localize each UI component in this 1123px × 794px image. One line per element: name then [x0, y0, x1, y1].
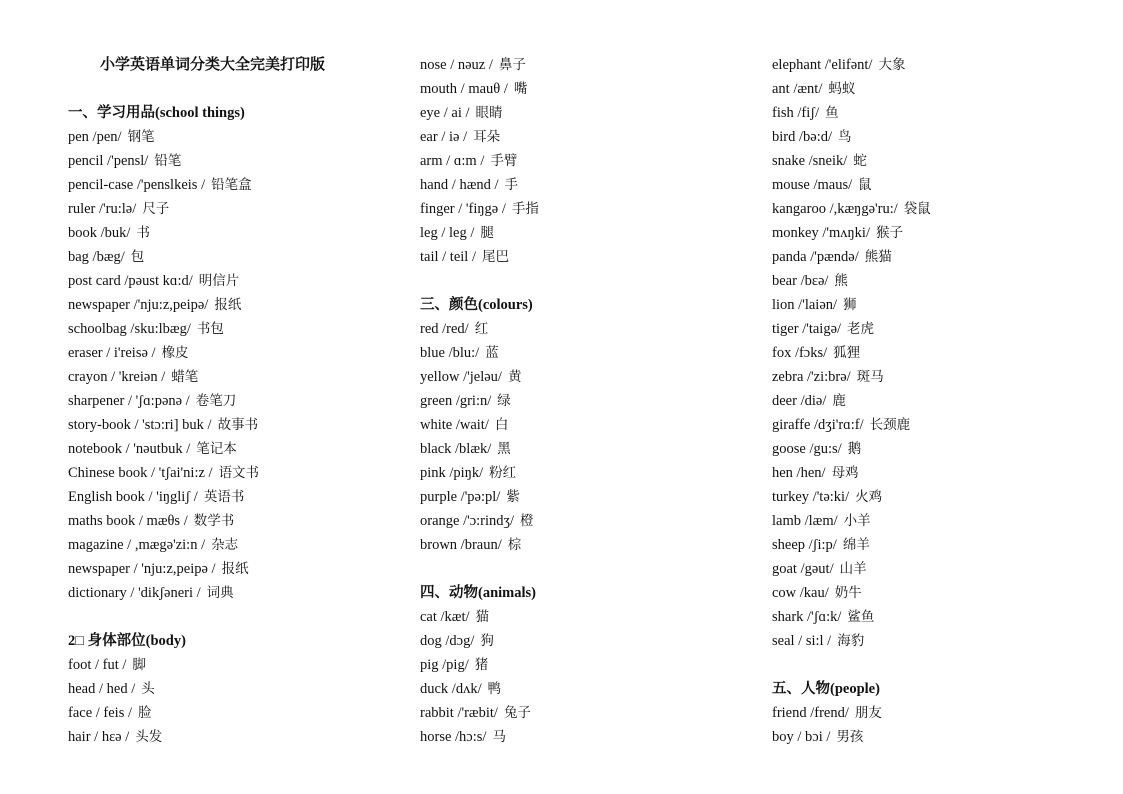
vocab-entry: [772, 269, 1102, 293]
spacer: [420, 557, 750, 581]
vocab-entry: [68, 173, 398, 197]
chinese-meaning: 男孩: [836, 729, 864, 745]
chinese-meaning: 铅笔: [154, 153, 182, 169]
chinese-meaning: 报纸: [214, 297, 242, 313]
english-word: brown /braun/: [420, 537, 502, 553]
vocab-entry: [68, 653, 398, 677]
chinese-meaning: 大象: [878, 57, 906, 73]
english-word: ruler /'ru:lə/: [68, 201, 137, 217]
column-2: [420, 53, 750, 749]
spacer: [772, 653, 1102, 677]
english-word: cow /kau/: [772, 585, 829, 601]
english-word: leg / leg /: [420, 225, 475, 241]
chinese-meaning: 鸭: [487, 681, 502, 697]
chinese-meaning: 粉红: [489, 465, 517, 481]
vocab-entry: [68, 725, 398, 749]
english-word: schoolbag /sku:lbæg/: [68, 321, 191, 337]
chinese-meaning: 马: [492, 729, 506, 745]
vocab-entry: [420, 365, 750, 389]
english-word: notebook / 'nəutbuk /: [68, 441, 191, 457]
chinese-meaning: 词典: [206, 585, 234, 601]
chinese-meaning: 袋鼠: [903, 201, 931, 217]
english-word: pencil /'pensl/: [68, 153, 149, 169]
chinese-meaning: 书包: [196, 321, 224, 337]
english-word: hand / hænd /: [420, 177, 499, 193]
vocab-entry: [420, 437, 750, 461]
english-word: turkey /'tə:ki/: [772, 489, 850, 505]
vocab-entry: [68, 533, 398, 557]
chinese-meaning: 棕: [507, 537, 522, 553]
vocab-entry: [420, 389, 750, 413]
chinese-meaning: 鼻子: [498, 57, 526, 73]
chinese-meaning: 兔子: [503, 705, 531, 721]
english-word: book /buk/: [68, 225, 131, 241]
vocab-entry: [68, 125, 398, 149]
english-word: fish /fiʃ/: [772, 105, 820, 121]
chinese-meaning: 熊: [834, 273, 848, 289]
english-word: black /blæk/: [420, 441, 492, 457]
vocab-entry: [772, 485, 1102, 509]
chinese-meaning: 蚂蚁: [828, 81, 856, 97]
vocab-entry: [772, 461, 1102, 485]
chinese-meaning: 手指: [511, 201, 539, 217]
chinese-meaning: 蓝: [485, 345, 499, 361]
column-1: [68, 53, 398, 749]
vocab-entry: [68, 293, 398, 317]
chinese-meaning: 斑马: [856, 369, 884, 385]
chinese-meaning: 猪: [474, 657, 489, 673]
english-word: sheep /ʃi:p/: [772, 537, 837, 553]
chinese-meaning: 卷笔刀: [195, 393, 237, 409]
english-word: white /wait/: [420, 417, 489, 433]
vocab-entry: [420, 317, 750, 341]
chinese-meaning: 鱼: [825, 105, 839, 121]
chinese-meaning: 嘴: [513, 81, 528, 97]
vocab-entry: [420, 413, 750, 437]
chinese-meaning: 头: [141, 681, 155, 697]
vocab-entry: [772, 173, 1102, 197]
chinese-meaning: 尺子: [142, 201, 170, 217]
chinese-meaning: 绿: [497, 393, 511, 409]
english-word: sharpener / 'ʃɑ:pənə /: [68, 393, 190, 409]
english-word: nose / nəuz /: [420, 57, 493, 73]
vocab-entry: [68, 581, 398, 605]
english-word: goose /gu:s/: [772, 441, 842, 457]
vocab-entry: [772, 101, 1102, 125]
english-word: rabbit /'ræbit/: [420, 705, 498, 721]
english-word: bear /bɛə/: [772, 273, 829, 289]
english-word: snake /sneik/: [772, 153, 848, 169]
english-word: purple /'pə:pl/: [420, 489, 501, 505]
english-word: post card /pəust kɑ:d/: [68, 273, 193, 289]
chinese-meaning: 书: [136, 225, 150, 241]
chinese-meaning: 熊猫: [864, 249, 892, 265]
vocab-entry: [68, 413, 398, 437]
vocab-entry: [420, 629, 750, 653]
vocab-entry: [420, 725, 750, 749]
english-word: Chinese book / 'tʃai'ni:z /: [68, 465, 213, 481]
vocab-entry: [772, 149, 1102, 173]
english-word: duck /dʌk/: [420, 681, 482, 697]
english-word: hen /hen/: [772, 465, 826, 481]
vocab-entry: [772, 221, 1102, 245]
vocab-entry: [772, 365, 1102, 389]
vocab-entry: [772, 341, 1102, 365]
chinese-meaning: 鸟: [838, 129, 852, 145]
chinese-meaning: 明信片: [198, 273, 240, 289]
english-word: giraffe /dʒi'rɑ:f/: [772, 417, 864, 433]
english-word: panda /'pændə/: [772, 249, 859, 265]
english-word: zebra /'zi:brə/: [772, 369, 851, 385]
chinese-meaning: 朋友: [854, 705, 882, 721]
vocab-entry: [772, 725, 1102, 749]
chinese-meaning: 包: [130, 249, 145, 265]
vocab-entry: [68, 221, 398, 245]
vocab-entry: [772, 413, 1102, 437]
chinese-meaning: 耳朵: [473, 129, 501, 145]
english-word: shark /'ʃɑ:k/: [772, 609, 842, 625]
vocab-entry: [772, 77, 1102, 101]
vocab-entry: [420, 653, 750, 677]
vocab-entry: [772, 293, 1102, 317]
vocab-entry: [772, 197, 1102, 221]
english-word: bird /bə:d/: [772, 129, 833, 145]
vocab-entry: [68, 365, 398, 389]
vocab-entry: [68, 389, 398, 413]
vocab-entry: [772, 509, 1102, 533]
vocab-entry: [68, 485, 398, 509]
english-word: dog /dɔg/: [420, 633, 475, 649]
vocab-entry: [772, 125, 1102, 149]
chinese-meaning: 绵羊: [842, 537, 870, 553]
chinese-meaning: 海豹: [837, 633, 865, 649]
chinese-meaning: 狐狸: [833, 345, 861, 361]
vocab-entry: [772, 605, 1102, 629]
chinese-meaning: 蛇: [853, 153, 867, 169]
english-word: friend /frend/: [772, 705, 849, 721]
vocab-entry: [420, 221, 750, 245]
english-word: hair / hɛə /: [68, 729, 130, 745]
vocab-entry: [420, 605, 750, 629]
english-word: maths book / mæθs /: [68, 513, 188, 529]
vocab-entry: [420, 485, 750, 509]
english-word: English book / 'iŋgliʃ /: [68, 489, 198, 505]
english-word: finger / 'fiŋgə /: [420, 201, 506, 217]
english-word: pen /pen/: [68, 129, 122, 145]
english-word: newspaper /'nju:z,peipə/: [68, 297, 209, 313]
english-word: eraser / i'reisə /: [68, 345, 156, 361]
chinese-meaning: 脚: [132, 657, 146, 673]
vocab-entry: [68, 197, 398, 221]
english-word: lion /'laiən/: [772, 297, 838, 313]
chinese-meaning: 黑: [497, 441, 511, 457]
vocab-entry: [68, 509, 398, 533]
chinese-meaning: 母鸡: [831, 465, 859, 481]
chinese-meaning: 长颈鹿: [869, 417, 911, 433]
english-word: tail / teil /: [420, 249, 476, 265]
english-word: newspaper / 'nju:z,peipə /: [68, 561, 216, 577]
chinese-meaning: 腿: [480, 225, 494, 241]
vocab-entry: [772, 701, 1102, 725]
vocab-entry: [420, 149, 750, 173]
column-3: [772, 53, 1102, 749]
english-word: pink /piŋk/: [420, 465, 484, 481]
chinese-meaning: 尾巴: [481, 249, 509, 265]
vocab-entry: [420, 677, 750, 701]
vocab-entry: [420, 245, 750, 269]
section-heading: 一、学习用品(school things): [68, 105, 245, 121]
vocab-entry: [420, 53, 750, 77]
vocab-entry: [68, 701, 398, 725]
english-word: dictionary / 'dikʃəneri /: [68, 585, 201, 601]
vocab-entry: [68, 341, 398, 365]
english-word: red /red/: [420, 321, 469, 337]
english-word: story-book / 'stɔ:ri] buk /: [68, 417, 212, 433]
english-word: boy / bɔi /: [772, 729, 831, 745]
chinese-meaning: 杂志: [211, 537, 239, 553]
english-word: orange /'ɔ:rindʒ/: [420, 513, 515, 529]
section-heading: 三、颜色(colours): [420, 297, 533, 313]
vocab-entry: [772, 581, 1102, 605]
chinese-meaning: 橡皮: [161, 345, 189, 361]
section-heading: 2□ 身体部位(body): [68, 633, 186, 649]
spacer: [68, 77, 398, 101]
english-word: ant /ænt/: [772, 81, 823, 97]
chinese-meaning: 红: [474, 321, 489, 337]
chinese-meaning: 鹅: [847, 441, 862, 457]
page-title: 小学英语单词分类大全完美打印版: [100, 57, 326, 73]
vocab-entry: [772, 629, 1102, 653]
english-word: pencil-case /'penslkeis /: [68, 177, 206, 193]
vocab-entry: [772, 53, 1102, 77]
english-word: blue /blu:/: [420, 345, 480, 361]
vocab-entry: [68, 149, 398, 173]
english-word: magazine / ,mægə'zi:n /: [68, 537, 206, 553]
english-word: ear / iə /: [420, 129, 468, 145]
chinese-meaning: 鼠: [858, 177, 872, 193]
vocab-entry: [420, 101, 750, 125]
chinese-meaning: 老虎: [847, 321, 875, 337]
vocab-entry: [68, 437, 398, 461]
chinese-meaning: 鹿: [832, 393, 846, 409]
english-word: bag /bæg/: [68, 249, 125, 265]
english-word: face / feis /: [68, 705, 133, 721]
vocab-entry: [420, 125, 750, 149]
section-heading: 四、动物(animals): [420, 585, 536, 601]
chinese-meaning: 猴子: [876, 225, 903, 241]
vocab-entry: [68, 245, 398, 269]
chinese-meaning: 故事书: [217, 417, 259, 433]
spacer: [68, 605, 398, 629]
english-word: seal / si:l /: [772, 633, 832, 649]
chinese-meaning: 猫: [475, 609, 490, 625]
english-word: yellow /'jeləu/: [420, 369, 502, 385]
chinese-meaning: 数学书: [193, 513, 235, 529]
english-word: mouth / mauθ /: [420, 81, 508, 97]
chinese-meaning: 头发: [135, 729, 163, 745]
chinese-meaning: 火鸡: [855, 489, 883, 505]
vocab-entry: [772, 245, 1102, 269]
chinese-meaning: 笔记本: [196, 441, 237, 457]
vocab-entry: [420, 533, 750, 557]
chinese-meaning: 白: [494, 417, 509, 433]
chinese-meaning: 钢笔: [127, 129, 155, 145]
english-word: fox /fɔks/: [772, 345, 828, 361]
vocab-entry: [68, 557, 398, 581]
chinese-meaning: 眼睛: [475, 105, 503, 121]
vocab-entry: [420, 173, 750, 197]
english-word: tiger /'taigə/: [772, 321, 842, 337]
vocab-entry: [420, 509, 750, 533]
chinese-meaning: 奶牛: [834, 585, 862, 601]
section-heading: 五、人物(people): [772, 681, 880, 697]
english-word: foot / fut /: [68, 657, 127, 673]
chinese-meaning: 鲨鱼: [847, 609, 875, 625]
english-word: monkey /'mʌŋki/: [772, 225, 870, 241]
vocab-entry: [772, 557, 1102, 581]
chinese-meaning: 铅笔盒: [211, 177, 252, 193]
english-word: crayon / 'kreiən /: [68, 369, 166, 385]
chinese-meaning: 蜡笔: [171, 369, 199, 385]
vocab-entry: [68, 677, 398, 701]
english-word: green /gri:n/: [420, 393, 492, 409]
chinese-meaning: 狮: [843, 297, 857, 313]
vocab-entry: [772, 437, 1102, 461]
vocab-entry: [420, 341, 750, 365]
chinese-meaning: 狗: [480, 633, 494, 649]
vocab-entry: [772, 533, 1102, 557]
chinese-meaning: 小羊: [843, 513, 871, 529]
vocab-entry: [420, 77, 750, 101]
chinese-meaning: 英语书: [203, 489, 245, 505]
chinese-meaning: 橙: [520, 513, 534, 529]
english-word: elephant /'elifənt/: [772, 57, 873, 73]
chinese-meaning: 手: [504, 177, 519, 193]
english-word: goat /gəut/: [772, 561, 834, 577]
english-word: head / hed /: [68, 681, 136, 697]
english-word: kangaroo /,kæŋgə'ru:/: [772, 201, 898, 217]
vocab-entry: [420, 197, 750, 221]
vocab-entry: [68, 317, 398, 341]
spacer: [420, 269, 750, 293]
english-word: pig /pig/: [420, 657, 469, 673]
vocab-entry: [420, 701, 750, 725]
vocab-entry: [68, 461, 398, 485]
vocab-entry: [772, 389, 1102, 413]
chinese-meaning: 山羊: [839, 561, 867, 577]
chinese-meaning: 脸: [138, 705, 152, 721]
chinese-meaning: 黄: [507, 369, 522, 385]
english-word: horse /hɔ:s/: [420, 729, 487, 745]
english-word: arm / ɑ:m /: [420, 153, 485, 169]
vocab-entry: [68, 269, 398, 293]
vocab-entry: [772, 317, 1102, 341]
english-word: deer /diə/: [772, 393, 827, 409]
english-word: lamb /læm/: [772, 513, 838, 529]
english-word: cat /kæt/: [420, 609, 470, 625]
chinese-meaning: 手臂: [490, 153, 518, 169]
english-word: eye / ai /: [420, 105, 470, 121]
english-word: mouse /maus/: [772, 177, 853, 193]
chinese-meaning: 紫: [506, 489, 520, 505]
vocab-entry: [420, 461, 750, 485]
chinese-meaning: 语文书: [218, 465, 260, 481]
chinese-meaning: 报纸: [221, 561, 249, 577]
